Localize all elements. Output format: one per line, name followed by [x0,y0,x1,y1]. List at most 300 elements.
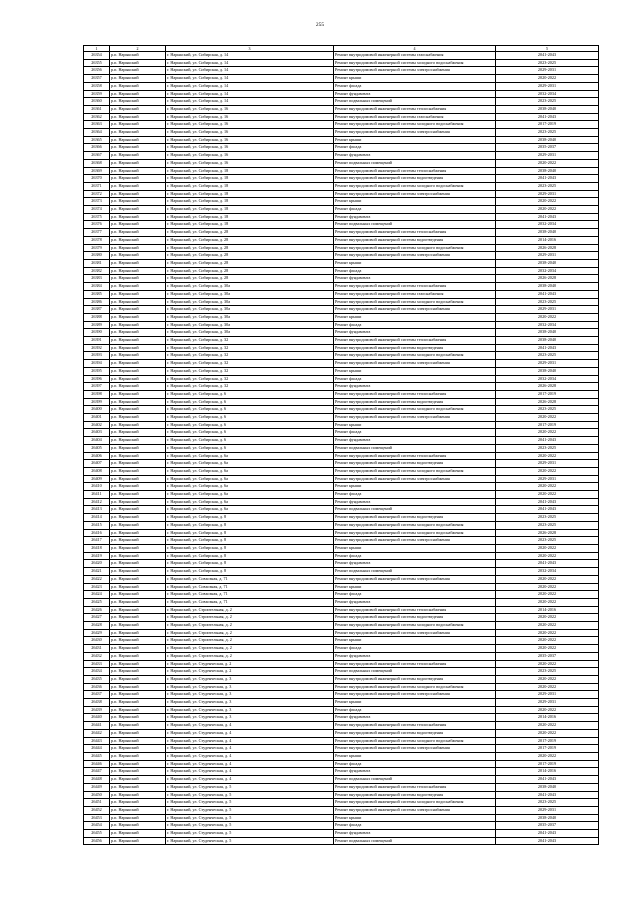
period-cell: 2032-2034 [496,221,599,229]
period-cell: 2023-2025 [496,521,599,529]
work-type-cell: Ремонт подвальных помещений [334,506,496,514]
table-row [84,390,599,398]
settlement-cell: р.п. Нарыкский [110,729,166,737]
work-type-cell: Ремонт внутридомовой инженерной системы газоснабжения [334,290,496,298]
address-cell: г. Нарыкский, ул. Студенческая, д. 3 [166,675,334,683]
settlement-cell: р.п. Нарыкский [110,591,166,599]
row-number-cell: 26360 [84,98,110,106]
table-row [84,437,599,445]
address-cell: г. Нарыкский, ул. Студенческая, д. 3 [166,714,334,722]
period-cell: 2023-2025 [496,98,599,106]
work-type-cell: Ремонт внутридомовой инженерной системы теплоснабжения [334,660,496,668]
address-cell: г. Нарыкский, ул. Студенческая, д. 2 [166,660,334,668]
period-cell: 2017-2019 [496,737,599,745]
work-type-cell: Ремонт фасада [334,144,496,152]
address-cell: г. Нарыкский, ул. Студенческая, д. 5 [166,814,334,822]
settlement-cell: р.п. Нарыкский [110,837,166,845]
work-type-cell: Ремонт внутридомовой инженерной системы электроснабжения [334,67,496,75]
settlement-cell: р.п. Нарыкский [110,606,166,614]
table-row [84,598,599,606]
table-row [84,645,599,653]
period-cell: 2041-2043 [496,560,599,568]
period-cell: 2038-2040 [496,337,599,345]
settlement-cell: р.п. Нарыкский [110,752,166,760]
row-number-cell: 26380 [84,252,110,260]
work-type-cell: Ремонт фасада [334,591,496,599]
period-cell: 2029-2031 [496,475,599,483]
row-number-cell: 26387 [84,306,110,314]
settlement-cell: р.п. Нарыкский [110,552,166,560]
row-number-cell: 26397 [84,383,110,391]
work-type-cell: Ремонт внутридомовой инженерной системы водоотведения [334,791,496,799]
work-type-cell: Ремонт внутридомовой инженерной системы теплоснабжения [334,337,496,345]
address-cell: г. Нарыкский, ул. Сибирская, д. 28 [166,259,334,267]
period-cell: 2038-2040 [496,229,599,237]
work-type-cell: Ремонт внутридомовой инженерной системы теплоснабжения [334,229,496,237]
row-number-cell: 26359 [84,90,110,98]
address-cell: г. Нарыкский, ул. Студенческая, д. 3 [166,683,334,691]
table-row [84,306,599,314]
period-cell: 2020-2022 [496,614,599,622]
row-number-cell: 26441 [84,722,110,730]
work-type-cell: Ремонт фасада [334,82,496,90]
settlement-cell: р.п. Нарыкский [110,660,166,668]
period-cell: 2026-2028 [496,398,599,406]
repair-schedule-table [83,45,599,845]
table-row [84,737,599,745]
work-type-cell: Ремонт фасада [334,645,496,653]
row-number-cell: 26444 [84,745,110,753]
settlement-cell: р.п. Нарыкский [110,75,166,83]
row-number-cell: 26370 [84,175,110,183]
row-number-cell: 26451 [84,799,110,807]
work-type-cell: Ремонт внутридомовой инженерной системы водоотведения [334,614,496,622]
settlement-cell: р.п. Нарыкский [110,259,166,267]
row-number-cell: 26440 [84,714,110,722]
row-number-cell: 26408 [84,467,110,475]
table-row [84,267,599,275]
table-row [84,783,599,791]
row-number-cell: 26402 [84,421,110,429]
row-number-cell: 26418 [84,545,110,553]
row-number-cell: 26390 [84,329,110,337]
address-cell: г. Нарыкский, ул. Сибирская, д. 8 [166,521,334,529]
work-type-cell: Ремонт внутридомовой инженерной системы теплоснабжения [334,452,496,460]
address-cell: г. Нарыкский, ул. Сибирская, д. 30а [166,321,334,329]
row-number-cell: 26419 [84,552,110,560]
address-cell: г. Нарыкский, ул. Сибирская, д. 28 [166,252,334,260]
work-type-cell: Ремонт фасада [334,760,496,768]
settlement-cell: р.п. Нарыкский [110,98,166,106]
address-cell: г. Нарыкский, ул. Сибирская, д. 6а [166,460,334,468]
address-cell: г. Нарыкский, ул. Сибирская, д. 30а [166,283,334,291]
row-number-cell: 26391 [84,337,110,345]
period-cell: 2029-2031 [496,699,599,707]
work-type-cell: Ремонт фасада [334,267,496,275]
settlement-cell: р.п. Нарыкский [110,344,166,352]
address-cell: г. Нарыкский, ул. Сибирская, д. 28 [166,236,334,244]
settlement-cell: р.п. Нарыкский [110,152,166,160]
work-type-cell: Ремонт внутридомовой инженерной системы водоотведения [334,175,496,183]
settlement-cell: р.п. Нарыкский [110,121,166,129]
row-number-cell: 26376 [84,221,110,229]
work-type-cell: Ремонт подвальных помещений [334,159,496,167]
period-cell: 2026-2028 [496,244,599,252]
address-cell: г. Нарыкский, ул. Строительная, д. 2 [166,652,334,660]
work-type-cell: Ремонт фасада [334,491,496,499]
work-type-cell: Ремонт фундамента [334,830,496,838]
address-cell: г. Нарыкский, ул. Сибирская, д. 6 [166,398,334,406]
table-row [84,691,599,699]
address-cell: г. Нарыкский, ул. Студенческая, д. 5 [166,799,334,807]
address-cell: г. Нарыкский, ул. Сибирская, д. 16 [166,113,334,121]
work-type-cell: Ремонт фундамента [334,213,496,221]
settlement-cell: р.п. Нарыкский [110,799,166,807]
settlement-cell: р.п. Нарыкский [110,290,166,298]
table-row [84,537,599,545]
address-cell: г. Нарыкский, ул. Студенческая, д. 5 [166,830,334,838]
period-cell: 2041-2043 [496,498,599,506]
work-type-cell: Ремонт фундамента [334,714,496,722]
table-row [84,190,599,198]
table-row [84,475,599,483]
address-cell: г. Нарыкский, ул. Сибирская, д. 16 [166,144,334,152]
settlement-cell: р.п. Нарыкский [110,206,166,214]
address-cell: г. Нарыкский, ул. Сибирская, д. 8 [166,545,334,553]
row-number-cell: 26449 [84,783,110,791]
work-type-cell: Ремонт внутридомовой инженерной системы электроснабжения [334,691,496,699]
table-row [84,806,599,814]
address-cell: г. Нарыкский, ул. Студенческая, д. 5 [166,837,334,845]
row-number-cell: 26379 [84,244,110,252]
work-type-cell: Ремонт фасада [334,429,496,437]
settlement-cell: р.п. Нарыкский [110,760,166,768]
settlement-cell: р.п. Нарыкский [110,521,166,529]
row-number-cell: 26396 [84,375,110,383]
period-cell: 2023-2025 [496,537,599,545]
address-cell: г. Нарыкский, ул. Студенческая, д. 3 [166,691,334,699]
address-cell: г. Нарыкский, ул. Совхозная, д. 71 [166,575,334,583]
settlement-cell: р.п. Нарыкский [110,329,166,337]
address-cell: г. Нарыкский, ул. Сибирская, д. 6 [166,406,334,414]
settlement-cell: р.п. Нарыкский [110,159,166,167]
address-cell: г. Нарыкский, ул. Сибирская, д. 6а [166,483,334,491]
period-cell: 2023-2025 [496,799,599,807]
row-number-cell: 26424 [84,591,110,599]
settlement-cell: р.п. Нарыкский [110,598,166,606]
address-cell: г. Нарыкский, ул. Строительная, д. 2 [166,629,334,637]
row-number-cell: 26366 [84,144,110,152]
settlement-cell: р.п. Нарыкский [110,452,166,460]
settlement-cell: р.п. Нарыкский [110,229,166,237]
table-row [84,545,599,553]
row-number-cell: 26365 [84,136,110,144]
settlement-cell: р.п. Нарыкский [110,136,166,144]
row-number-cell: 26442 [84,729,110,737]
work-type-cell: Ремонт крыши [334,752,496,760]
row-number-cell: 26450 [84,791,110,799]
address-cell: г. Нарыкский, ул. Сибирская, д. 32 [166,383,334,391]
settlement-cell: р.п. Нарыкский [110,313,166,321]
period-cell: 2029-2031 [496,152,599,160]
settlement-cell: р.п. Нарыкский [110,113,166,121]
settlement-cell: р.п. Нарыкский [110,321,166,329]
row-number-cell: 26364 [84,129,110,137]
work-type-cell: Ремонт подвальных помещений [334,837,496,845]
address-cell: г. Нарыкский, ул. Сибирская, д. 8 [166,514,334,522]
address-cell: г. Нарыкский, ул. Совхозная, д. 71 [166,583,334,591]
settlement-cell: р.п. Нарыкский [110,398,166,406]
table-row [84,683,599,691]
row-number-cell: 26384 [84,283,110,291]
period-cell: 2029-2031 [496,460,599,468]
settlement-cell: р.п. Нарыкский [110,675,166,683]
address-cell: г. Нарыкский, ул. Сибирская, д. 18 [166,213,334,221]
period-cell: 2041-2043 [496,506,599,514]
period-cell: 2020-2022 [496,452,599,460]
row-number-cell: 26363 [84,121,110,129]
work-type-cell: Ремонт внутридомовой инженерной системы электроснабжения [334,475,496,483]
period-cell: 2020-2022 [496,706,599,714]
work-type-cell: Ремонт фасада [334,375,496,383]
table-row [84,290,599,298]
address-cell: г. Нарыкский, ул. Совхозная, д. 71 [166,598,334,606]
table-row [84,552,599,560]
period-cell: 2020-2022 [496,683,599,691]
table-row [84,213,599,221]
row-number-cell: 26431 [84,645,110,653]
column-header: 1 [84,46,110,52]
period-cell: 2020-2022 [496,645,599,653]
work-type-cell: Ремонт внутридомовой инженерной системы холодного водоснабжения [334,244,496,252]
table-row [84,560,599,568]
period-cell: 2020-2022 [496,491,599,499]
settlement-cell: р.п. Нарыкский [110,545,166,553]
row-number-cell: 26413 [84,506,110,514]
table-row [84,329,599,337]
table-row [84,591,599,599]
row-number-cell: 26432 [84,652,110,660]
row-number-cell: 26439 [84,706,110,714]
period-cell: 2038-2040 [496,783,599,791]
address-cell: г. Нарыкский, ул. Студенческая, д. 4 [166,729,334,737]
period-cell: 2041-2043 [496,113,599,121]
table-row [84,660,599,668]
table-row [84,722,599,730]
table-row [84,614,599,622]
period-cell: 2020-2022 [496,414,599,422]
row-number-cell: 26452 [84,806,110,814]
period-cell: 2023-2025 [496,444,599,452]
row-number-cell: 26404 [84,437,110,445]
row-number-cell: 26416 [84,529,110,537]
work-type-cell: Ремонт внутридомовой инженерной системы электроснабжения [334,414,496,422]
settlement-cell: р.п. Нарыкский [110,560,166,568]
address-cell: г. Нарыкский, ул. Сибирская, д. 32 [166,367,334,375]
row-number-cell: 26405 [84,444,110,452]
address-cell: г. Нарыкский, ул. Сибирская, д. 28 [166,244,334,252]
settlement-cell: р.п. Нарыкский [110,252,166,260]
table-row [84,768,599,776]
period-cell: 2035-2037 [496,822,599,830]
settlement-cell: р.п. Нарыкский [110,498,166,506]
settlement-cell: р.п. Нарыкский [110,360,166,368]
table-row [84,383,599,391]
period-cell: 2041-2043 [496,52,599,60]
settlement-cell: р.п. Нарыкский [110,467,166,475]
settlement-cell: р.п. Нарыкский [110,575,166,583]
work-type-cell: Ремонт фасада [334,321,496,329]
address-cell: г. Нарыкский, ул. Сибирская, д. 14 [166,59,334,67]
row-number-cell: 26400 [84,406,110,414]
period-cell: 2023-2025 [496,352,599,360]
settlement-cell: р.п. Нарыкский [110,298,166,306]
work-type-cell: Ремонт фундамента [334,598,496,606]
settlement-cell: р.п. Нарыкский [110,429,166,437]
settlement-cell: р.п. Нарыкский [110,783,166,791]
work-type-cell: Ремонт фасада [334,206,496,214]
address-cell: г. Нарыкский, ул. Студенческая, д. 3 [166,706,334,714]
work-type-cell: Ремонт подвальных помещений [334,444,496,452]
work-type-cell: Ремонт внутридомовой инженерной системы холодного водоснабжения [334,467,496,475]
settlement-cell: р.п. Нарыкский [110,614,166,622]
table-row [84,105,599,113]
row-number-cell: 26377 [84,229,110,237]
settlement-cell: р.п. Нарыкский [110,306,166,314]
row-number-cell: 26407 [84,460,110,468]
period-cell: 2020-2022 [496,575,599,583]
address-cell: г. Нарыкский, ул. Сибирская, д. 28 [166,229,334,237]
address-cell: г. Нарыкский, ул. Сибирская, д. 18 [166,206,334,214]
table-row [84,675,599,683]
address-cell: г. Нарыкский, ул. Студенческая, д. 5 [166,822,334,830]
settlement-cell: р.п. Нарыкский [110,583,166,591]
address-cell: г. Нарыкский, ул. Сибирская, д. 18 [166,198,334,206]
work-type-cell: Ремонт внутридомовой инженерной системы теплоснабжения [334,722,496,730]
row-number-cell: 26369 [84,167,110,175]
table-row [84,652,599,660]
work-type-cell: Ремонт крыши [334,421,496,429]
row-number-cell: 26412 [84,498,110,506]
settlement-cell: р.п. Нарыкский [110,198,166,206]
table-row [84,252,599,260]
row-number-cell: 26428 [84,622,110,630]
period-cell: 2023-2025 [496,59,599,67]
table-row [84,814,599,822]
row-number-cell: 26433 [84,660,110,668]
table-row [84,283,599,291]
work-type-cell: Ремонт крыши [334,259,496,267]
address-cell: г. Нарыкский, ул. Студенческая, д. 4 [166,752,334,760]
address-cell: г. Нарыкский, ул. Сибирская, д. 14 [166,75,334,83]
address-cell: г. Нарыкский, ул. Сибирская, д. 6а [166,475,334,483]
row-number-cell: 26410 [84,483,110,491]
address-cell: г. Нарыкский, ул. Сибирская, д. 18 [166,182,334,190]
work-type-cell: Ремонт внутридомовой инженерной системы водоотведения [334,398,496,406]
table-row [84,98,599,106]
table-row [84,483,599,491]
table-row [84,344,599,352]
work-type-cell: Ремонт фундамента [334,498,496,506]
table-row [84,514,599,522]
period-cell: 2029-2031 [496,82,599,90]
work-type-cell: Ремонт внутридомовой инженерной системы водоотведения [334,344,496,352]
table-row [84,406,599,414]
table-row [84,90,599,98]
table-row [84,444,599,452]
row-number-cell: 26415 [84,521,110,529]
settlement-cell: р.п. Нарыкский [110,814,166,822]
settlement-cell: р.п. Нарыкский [110,529,166,537]
settlement-cell: р.п. Нарыкский [110,283,166,291]
table-row [84,467,599,475]
period-cell: 2020-2022 [496,545,599,553]
address-cell: г. Нарыкский, ул. Сибирская, д. 6а [166,467,334,475]
address-cell: г. Нарыкский, ул. Сибирская, д. 32 [166,344,334,352]
work-type-cell: Ремонт внутридомовой инженерной системы электроснабжения [334,537,496,545]
period-cell: 2035-2037 [496,652,599,660]
address-cell: г. Нарыкский, ул. Сибирская, д. 16 [166,136,334,144]
period-cell: 2023-2025 [496,182,599,190]
address-cell: г. Нарыкский, ул. Сибирская, д. 8 [166,537,334,545]
work-type-cell: Ремонт крыши [334,75,496,83]
table-row [84,521,599,529]
period-cell: 2041-2043 [496,344,599,352]
address-cell: г. Нарыкский, ул. Сибирская, д. 8 [166,529,334,537]
table-row [84,159,599,167]
settlement-cell: р.п. Нарыкский [110,568,166,576]
address-cell: г. Нарыкский, ул. Сибирская, д. 8 [166,560,334,568]
row-number-cell: 26427 [84,614,110,622]
address-cell: г. Нарыкский, ул. Сибирская, д. 14 [166,67,334,75]
row-number-cell: 26403 [84,429,110,437]
work-type-cell: Ремонт крыши [334,198,496,206]
period-cell: 2020-2022 [496,637,599,645]
row-number-cell: 26373 [84,198,110,206]
period-cell: 2032-2034 [496,90,599,98]
table-row [84,75,599,83]
work-type-cell: Ремонт внутридомовой инженерной системы холодного водоснабжения [334,406,496,414]
work-type-cell: Ремонт фундамента [334,383,496,391]
work-type-cell: Ремонт подвальных помещений [334,221,496,229]
period-cell: 2038-2040 [496,329,599,337]
row-number-cell: 26445 [84,752,110,760]
settlement-cell: р.п. Нарыкский [110,822,166,830]
work-type-cell: Ремонт крыши [334,367,496,375]
row-number-cell: 26367 [84,152,110,160]
row-number-cell: 26374 [84,206,110,214]
address-cell: г. Нарыкский, ул. Сибирская, д. 30а [166,298,334,306]
table-body [84,52,599,845]
row-number-cell: 26382 [84,267,110,275]
row-number-cell: 26362 [84,113,110,121]
address-cell: г. Нарыкский, ул. Сибирская, д. 16 [166,129,334,137]
period-cell: 2026-2028 [496,529,599,537]
work-type-cell: Ремонт внутридомовой инженерной системы электроснабжения [334,129,496,137]
work-type-cell: Ремонт внутридомовой инженерной системы водоотведения [334,236,496,244]
settlement-cell: р.п. Нарыкский [110,383,166,391]
period-cell: 2017-2019 [496,745,599,753]
settlement-cell: р.п. Нарыкский [110,691,166,699]
address-cell: г. Нарыкский, ул. Сибирская, д. 8 [166,552,334,560]
settlement-cell: р.п. Нарыкский [110,444,166,452]
work-type-cell: Ремонт внутридомовой инженерной системы теплоснабжения [334,390,496,398]
address-cell: г. Нарыкский, ул. Сибирская, д. 16 [166,152,334,160]
table-row [84,414,599,422]
settlement-cell: р.п. Нарыкский [110,491,166,499]
row-number-cell: 26389 [84,321,110,329]
table-row [84,460,599,468]
